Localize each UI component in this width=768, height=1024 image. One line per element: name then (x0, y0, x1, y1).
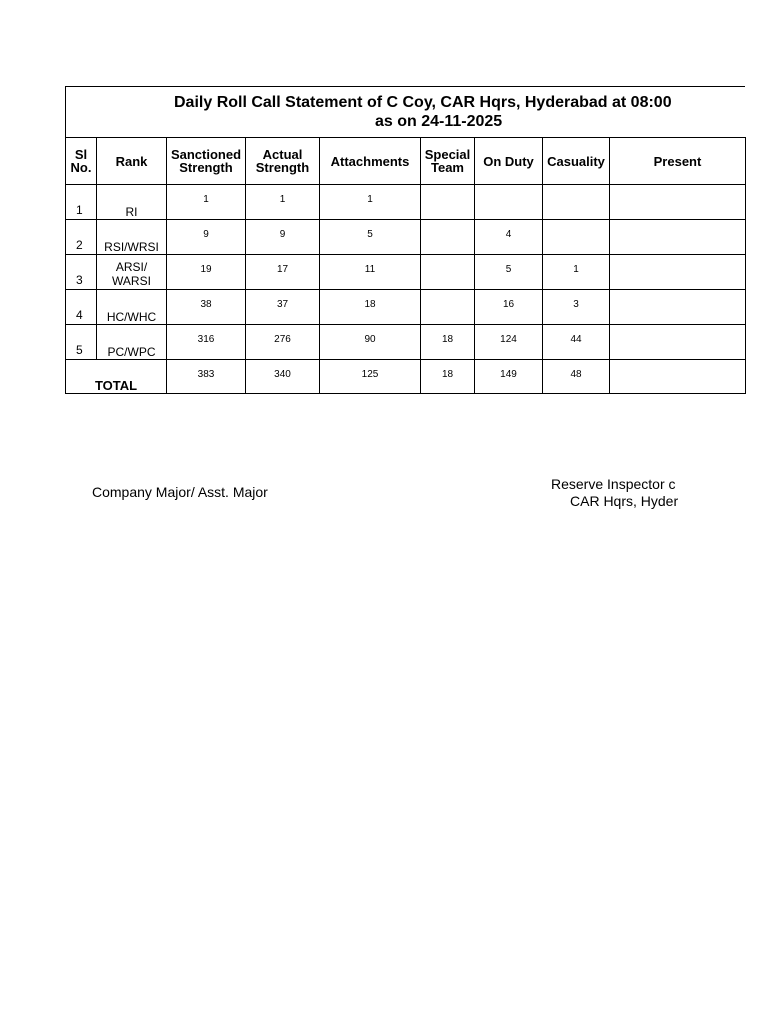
cell-on-duty: 16 (475, 290, 543, 325)
statement-date: as on 24-11-2025 (375, 113, 503, 130)
table-row (66, 255, 746, 290)
cell-sl: 2 (66, 220, 97, 255)
company-major-signature: Company Major/ Asst. Major (92, 484, 268, 500)
cell-special (421, 290, 475, 325)
cell-actual: 9 (246, 220, 320, 255)
reserve-inspector-title: Reserve Inspector c (551, 476, 676, 492)
roll-call-sheet (65, 86, 702, 396)
cell-present (610, 220, 746, 255)
cell-sl: 5 (66, 325, 97, 360)
cell-attachments: 90 (320, 325, 421, 360)
cell-casuality: 44 (543, 325, 610, 360)
cell-present (610, 255, 746, 290)
cell-attachments: 11 (320, 255, 421, 290)
cell-rank: RSI/WRSI (97, 220, 167, 255)
cell-sanctioned: 316 (167, 325, 246, 360)
total-label: TOTAL (66, 360, 167, 394)
statement-title: Daily Roll Call Statement of C Coy, CAR Hqrs, Hyderabad at 08:00 (174, 94, 672, 111)
cell-on-duty: 124 (475, 325, 543, 360)
cell-casuality: 1 (543, 255, 610, 290)
table-row (66, 185, 746, 220)
cell-sl: 4 (66, 290, 97, 325)
cell-casuality (543, 220, 610, 255)
total-present (610, 360, 746, 394)
cell-sanctioned: 38 (167, 290, 246, 325)
cell-on-duty: 4 (475, 220, 543, 255)
table-row (66, 290, 746, 325)
header-special-team: Special Team (421, 138, 475, 185)
cell-rank: RI (97, 185, 167, 220)
cell-sl: 1 (66, 185, 97, 220)
reserve-inspector-office: CAR Hqrs, Hyder (570, 493, 679, 509)
cell-casuality: 3 (543, 290, 610, 325)
cell-special (421, 185, 475, 220)
cell-sanctioned: 19 (167, 255, 246, 290)
cell-rank: HC/WHC (97, 290, 167, 325)
total-casuality: 48 (543, 360, 610, 394)
header-present: Present (610, 138, 746, 185)
cell-actual: 1 (246, 185, 320, 220)
cell-special (421, 255, 475, 290)
table-row (66, 325, 746, 360)
cell-sl: 3 (66, 255, 97, 290)
cell-attachments: 5 (320, 220, 421, 255)
total-actual: 340 (246, 360, 320, 394)
cell-on-duty (475, 185, 543, 220)
header-attachments: Attachments (320, 138, 421, 185)
header-rank: Rank (97, 138, 167, 185)
total-row (66, 360, 746, 394)
cell-special: 18 (421, 325, 475, 360)
cell-attachments: 1 (320, 185, 421, 220)
table-row (66, 220, 746, 255)
cell-rank: ARSI/ WARSI (97, 255, 167, 290)
total-on-duty: 149 (475, 360, 543, 394)
cell-present (610, 185, 746, 220)
header-sanctioned-strength: Sanctioned Strength (167, 138, 246, 185)
cell-attachments: 18 (320, 290, 421, 325)
cell-present (610, 325, 746, 360)
reserve-inspector-signature (540, 474, 685, 514)
header-sl-no: Sl No. (66, 138, 97, 185)
header-row (66, 138, 746, 185)
header-casuality: Casuality (543, 138, 610, 185)
title-box (65, 86, 745, 138)
cell-actual: 37 (246, 290, 320, 325)
total-attachments: 125 (320, 360, 421, 394)
cell-sanctioned: 9 (167, 220, 246, 255)
cell-sanctioned: 1 (167, 185, 246, 220)
cell-actual: 17 (246, 255, 320, 290)
header-actual-strength: Actual Strength (246, 138, 320, 185)
cell-actual: 276 (246, 325, 320, 360)
roll-call-table (65, 137, 746, 394)
cell-special (421, 220, 475, 255)
header-on-duty: On Duty (475, 138, 543, 185)
cell-on-duty: 5 (475, 255, 543, 290)
total-special: 18 (421, 360, 475, 394)
total-sanctioned: 383 (167, 360, 246, 394)
cell-rank: PC/WPC (97, 325, 167, 360)
cell-casuality (543, 185, 610, 220)
cell-present (610, 290, 746, 325)
